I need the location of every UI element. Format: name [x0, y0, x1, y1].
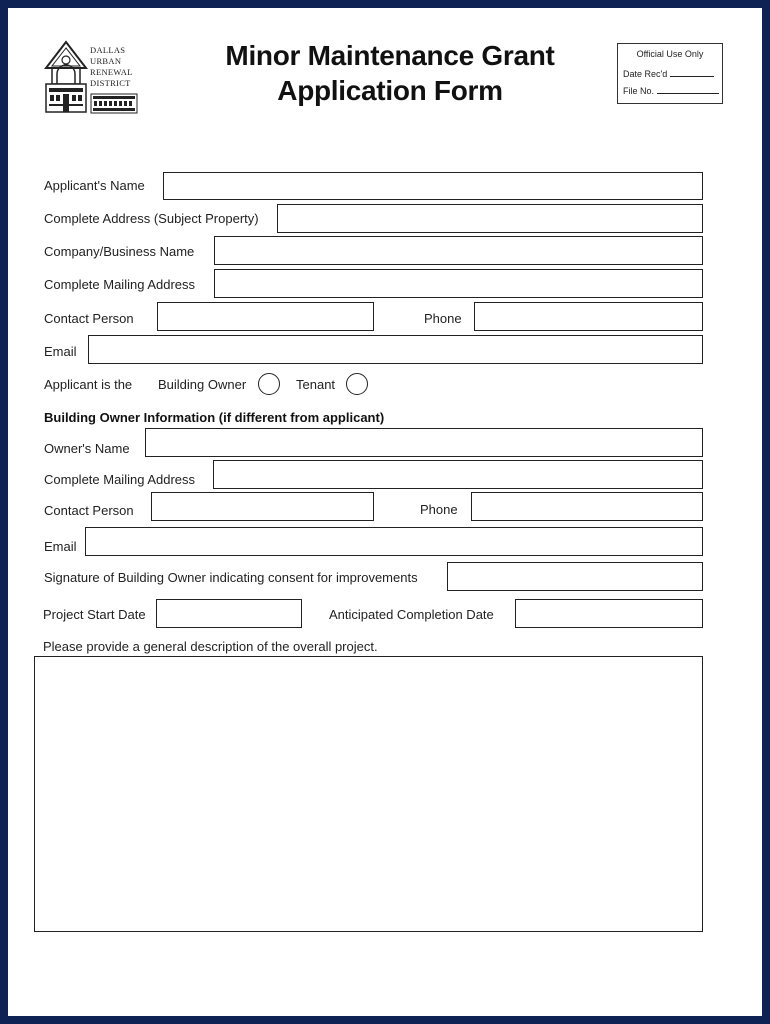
logo-line: RENEWAL — [90, 67, 133, 77]
file-number-line — [657, 85, 719, 94]
logo-line: URBAN — [90, 56, 122, 66]
logo-line: DISTRICT — [90, 78, 131, 88]
applicant-mailing-field[interactable] — [214, 269, 703, 298]
company-name-field[interactable] — [214, 236, 703, 265]
owner-mailing-label: Complete Mailing Address — [44, 472, 196, 487]
owner-email-label: Email — [44, 539, 77, 554]
building-owner-radio[interactable] — [258, 373, 280, 395]
project-start-field[interactable] — [156, 599, 302, 628]
applicant-name-field[interactable] — [163, 172, 703, 200]
logo-facade-icon — [90, 92, 138, 114]
date-received-line — [670, 68, 714, 77]
logo-wordmark — [90, 45, 133, 89]
page-title: Minor Maintenance Grant — [225, 40, 555, 71]
owner-mailing-field[interactable] — [213, 460, 703, 489]
official-use-box — [617, 43, 723, 104]
subject-address-label: Complete Address (Subject Property) — [44, 211, 259, 226]
applicant-contact-field[interactable] — [157, 302, 374, 331]
applicant-name-label: Applicant's Name — [44, 178, 145, 193]
company-name-label: Company/Business Name — [44, 244, 195, 259]
applicant-email-label: Email — [44, 344, 77, 359]
tenant-radio[interactable] — [346, 373, 368, 395]
completion-date-field[interactable] — [515, 599, 703, 628]
owner-signature-field[interactable] — [447, 562, 703, 591]
owner-contact-field[interactable] — [151, 492, 374, 521]
date-received-label: Date Rec'd — [623, 69, 668, 79]
subject-address-field[interactable] — [277, 204, 703, 233]
completion-date-label: Anticipated Completion Date — [329, 607, 494, 622]
project-start-label: Project Start Date — [43, 607, 146, 622]
owner-phone-field[interactable] — [471, 492, 703, 521]
applicant-phone-label: Phone — [424, 311, 462, 326]
applicant-email-field[interactable] — [88, 335, 703, 364]
owner-email-field[interactable] — [85, 527, 703, 556]
owner-section-heading: Building Owner Information (if different from applicant) — [44, 410, 385, 425]
page-subtitle: Application Form — [277, 75, 503, 106]
project-description-label: Please provide a general description of the overall project. — [43, 639, 378, 654]
applicant-contact-label: Contact Person — [44, 311, 134, 326]
owner-name-field[interactable] — [145, 428, 703, 457]
project-description-textarea[interactable] — [34, 656, 703, 932]
official-use-heading: Official Use Only — [636, 49, 704, 59]
logo-line: DALLAS — [90, 45, 126, 55]
applicant-role-label: Applicant is the — [44, 377, 133, 392]
building-owner-option-label: Building Owner — [158, 377, 247, 392]
owner-name-label: Owner's Name — [44, 441, 130, 456]
owner-phone-label: Phone — [420, 502, 458, 517]
owner-signature-label: Signature of Building Owner indicating consent for improvements — [44, 570, 418, 585]
tenant-option-label: Tenant — [296, 377, 336, 392]
file-number-label: File No. — [623, 86, 655, 96]
applicant-mailing-label: Complete Mailing Address — [44, 277, 196, 292]
applicant-phone-field[interactable] — [474, 302, 703, 331]
building-logo-icon — [44, 40, 88, 114]
owner-contact-label: Contact Person — [44, 503, 134, 518]
